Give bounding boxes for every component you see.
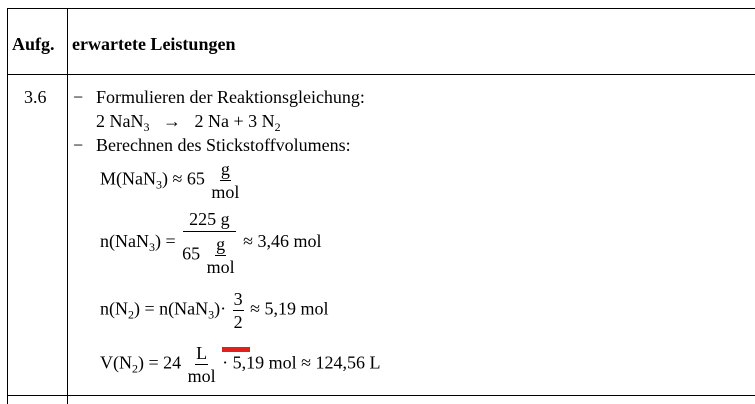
- eq3-num: 3: [233, 289, 243, 309]
- eq4-fraction: [188, 344, 216, 385]
- molar-mass-equation: [100, 160, 241, 201]
- task-number: 3.6: [24, 87, 47, 107]
- eq4-den: mol: [187, 366, 216, 386]
- eq4-mid: ) = 24: [138, 352, 182, 373]
- reaction-left: 2 NaN: [96, 111, 144, 131]
- eq3-fraction: [233, 290, 244, 331]
- reaction-right-sub: 2: [274, 120, 281, 134]
- eq2-den-den: mol: [206, 257, 235, 277]
- bullet-dash: −: [73, 135, 84, 155]
- eq4-result: · 5,19 mol ≈ 124,56 L: [222, 352, 381, 373]
- eq1-sub: 3: [156, 177, 162, 192]
- eq2-den: [182, 232, 237, 276]
- bullet-reaction-equation: Formulieren der Reaktionsgleichung:: [96, 87, 365, 107]
- eq4-lhs: V(N: [100, 352, 132, 373]
- bullet-volume-calculation: Berechnen des Stickstoffvolumens:: [96, 135, 351, 155]
- reaction-equation: [96, 111, 281, 135]
- eq2-den-fraction: [207, 235, 235, 276]
- eq1-lhs: M(NaN: [100, 168, 156, 189]
- eq2-den-num: g: [216, 234, 226, 254]
- eq3-den: 2: [233, 312, 243, 332]
- eq1-rhs: ) ≈ 65: [162, 168, 205, 189]
- solution-table: [7, 8, 755, 404]
- eq4-num: L: [196, 343, 208, 363]
- reaction-right: 2 Na + 3 N: [194, 111, 275, 131]
- bullet-dash: −: [73, 87, 84, 107]
- eq3-sub: 2: [128, 307, 134, 322]
- eq2-fraction: [182, 210, 237, 276]
- eq3-sub2: 3: [208, 307, 215, 322]
- reaction-left-sub: 3: [143, 120, 150, 134]
- table-top-border: [7, 8, 755, 9]
- eq3-mid: ) = n(NaN: [134, 298, 209, 319]
- eq2-sub: 3: [148, 240, 155, 255]
- eq3-result: ≈ 5,19 mol: [250, 298, 329, 319]
- eq1-num: g: [220, 159, 230, 179]
- eq1-fraction: [211, 160, 239, 201]
- eq2-eq: ) =: [154, 231, 176, 252]
- header-aufg: Aufg.: [12, 34, 55, 54]
- header-divider: [7, 74, 755, 75]
- table-bottom-border: [7, 395, 755, 396]
- eq3-lhs: n(N: [100, 298, 128, 319]
- eq2-den-pre: 65: [182, 243, 201, 264]
- amount-n2-equation: [100, 290, 329, 331]
- red-underline-mark: [222, 347, 250, 352]
- reaction-arrow: →: [163, 111, 181, 131]
- eq2-num: 225 g: [183, 210, 236, 232]
- table-left-border: [7, 8, 8, 404]
- eq2-lhs: n(NaN: [100, 231, 149, 252]
- eq3-dot: )·: [214, 298, 227, 319]
- eq2-result: ≈ 3,46 mol: [243, 231, 322, 252]
- eq1-den: mol: [211, 182, 240, 202]
- eq4-sub: 2: [132, 361, 138, 376]
- column-divider: [67, 8, 68, 404]
- amount-nan3-equation: [100, 210, 322, 276]
- header-erwartete-leistungen: erwartete Leistungen: [72, 34, 236, 54]
